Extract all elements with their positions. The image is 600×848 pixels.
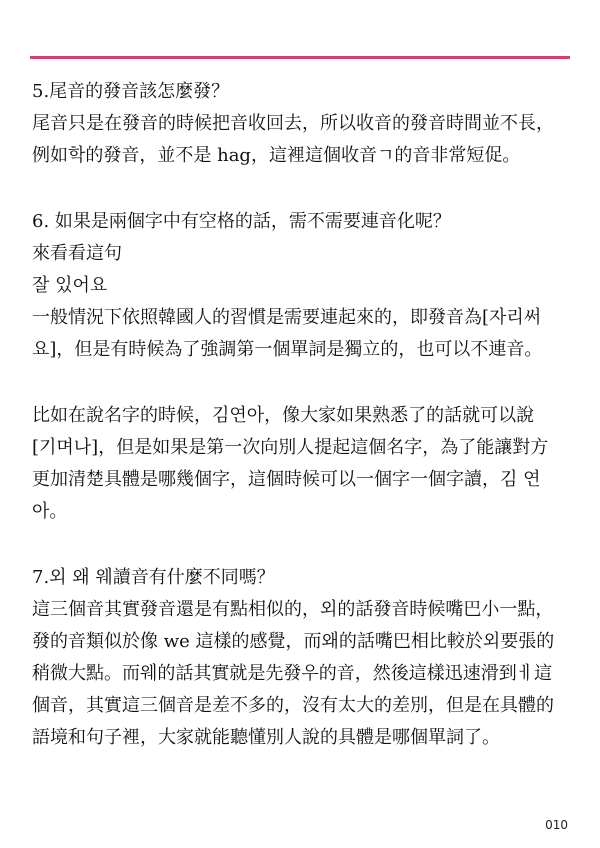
paragraph-line: 發的音類似於像 we 這樣的感覺，而왜的話嘴巴相比較於외要張的: [32, 631, 555, 652]
paragraph-gap: [32, 528, 572, 562]
example-sentence: 잘 있어요: [32, 275, 108, 296]
paragraph-line: 아。: [32, 501, 68, 522]
paragraph-line: 一般情況下依照韓國人的習慣是需要連起來的，即發音為[자리써: [32, 307, 542, 328]
section-q6-example: [32, 400, 572, 528]
paragraph-line: 這三個音其實發音還是有點相似的，외的話發音時候嘴巴小一點，: [32, 599, 554, 620]
paragraph-line: 個音，其實這三個音是差不多的，沒有太大的差別，但是在具體的: [32, 695, 554, 716]
paragraph-gap: [32, 366, 572, 400]
section-q7: [32, 562, 572, 754]
page-number: 010: [545, 818, 568, 832]
section-q6: [32, 206, 572, 366]
paragraph-line: 例如학的發音，並不是 hag，這裡這個收音ㄱ的音非常短促。: [32, 145, 521, 166]
paragraph-line: 語境和句子裡，大家就能聽懂別人說的具體是哪個單詞了。: [32, 727, 500, 748]
question-heading: 7.외 왜 웨讀音有什麼不同嗎？: [32, 567, 275, 588]
paragraph-line: 요]，但是有時候為了強調第一個單詞是獨立的，也可以不連音。: [32, 339, 543, 360]
paragraph-line: 尾音只是在發音的時候把音收回去，所以收音的發音時間並不長，: [32, 113, 554, 134]
header-divider: [30, 56, 570, 59]
section-q5: [32, 76, 572, 172]
paragraph-line: [기며나]，但是如果是第一次向別人提起這個名字，為了能讓對方: [32, 437, 549, 458]
paragraph-line: 更加清楚具體是哪幾個字，這個時候可以一個字一個字讀，김 연: [32, 469, 541, 490]
page-body: [32, 76, 572, 754]
question-heading: 6. 如果是兩個字中有空格的話，需不需要連音化呢？: [32, 211, 451, 232]
paragraph-line: 來看看這句: [32, 243, 122, 264]
paragraph-line: 比如在說名字的時候，김연아，像大家如果熟悉了的話就可以說: [32, 405, 535, 426]
question-heading: 5.尾音的發音該怎麼發？: [32, 81, 230, 102]
paragraph-gap: [32, 172, 572, 206]
paragraph-line: 稍微大點。而웨的話其實就是先發우的音，然後這樣迅速滑到ㅔ這: [32, 663, 553, 684]
